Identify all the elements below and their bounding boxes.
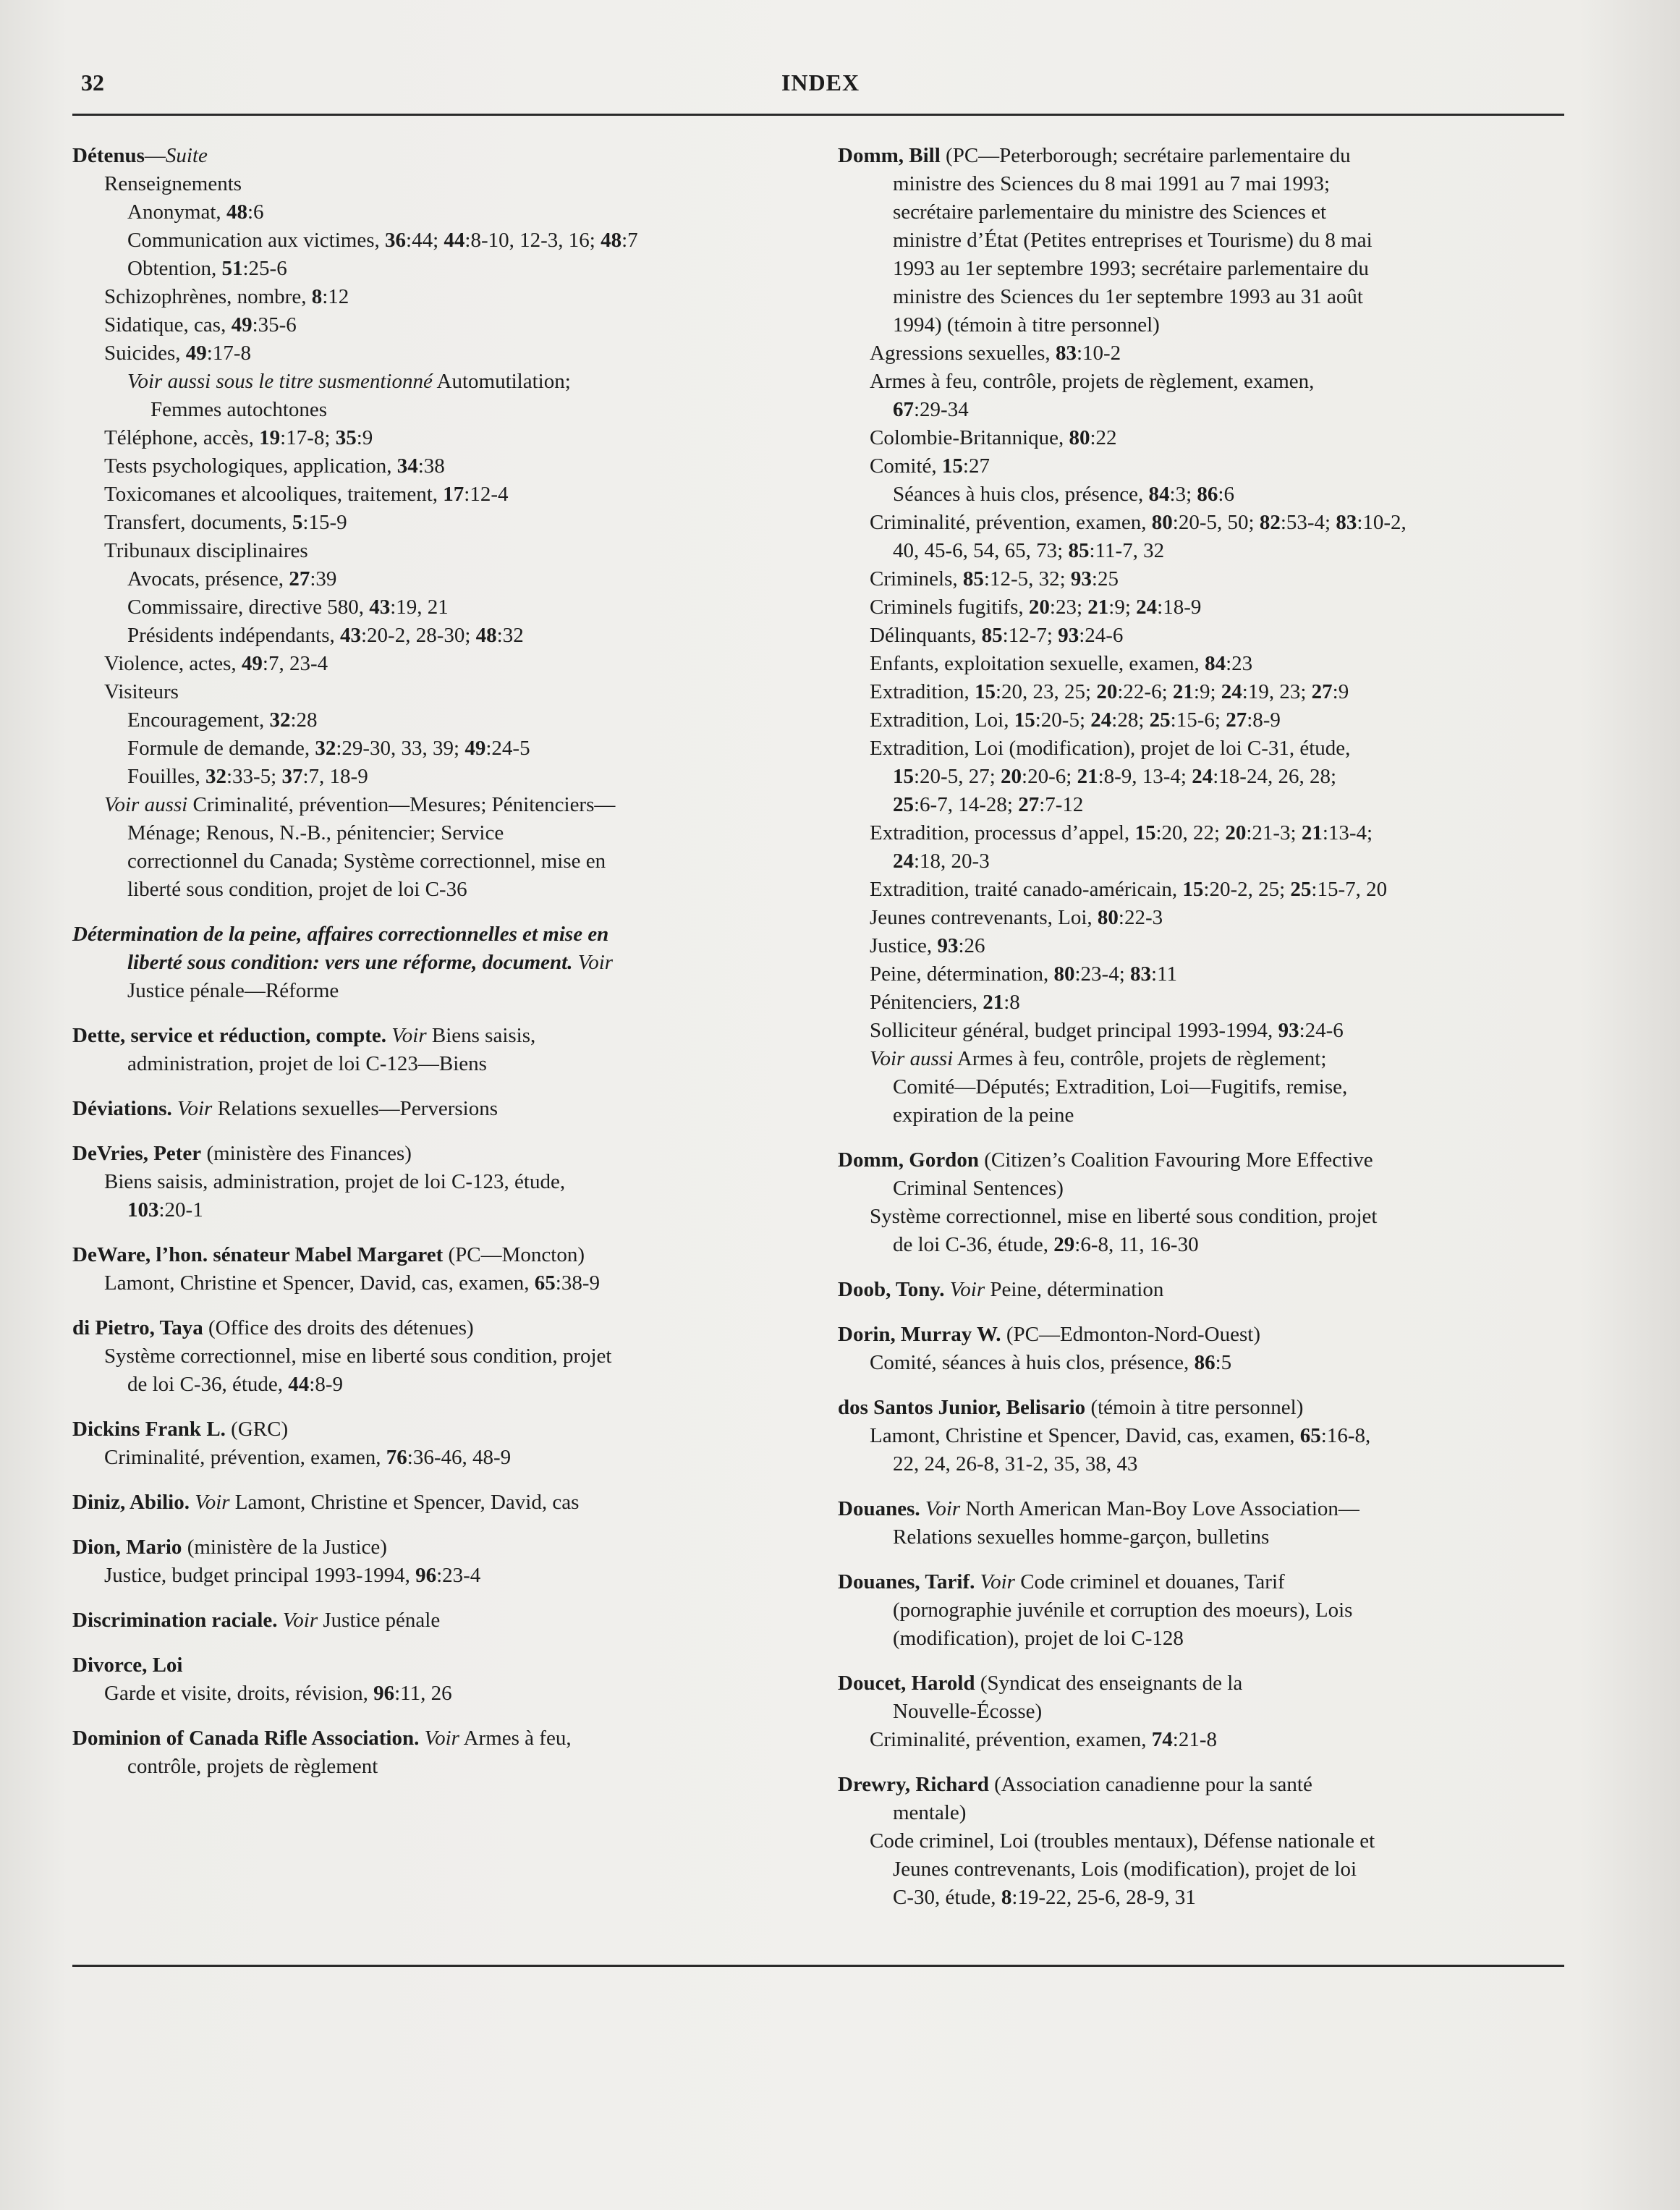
index-line: Criminal Sentences) <box>893 1177 1064 1200</box>
index-line: Dion, Mario (ministère de la Justice) <box>72 1536 387 1559</box>
index-line: Garde et visite, droits, révision, 96:11, 26 <box>104 1682 452 1705</box>
left-column <box>72 142 803 1781</box>
index-line: Extradition, 15:20, 23, 25; 20:22-6; 21:9; 24:19, 23; 27:9 <box>870 680 1349 703</box>
index-line: Schizophrènes, nombre, 8:12 <box>104 285 349 308</box>
index-line: 24:18, 20-3 <box>893 850 990 873</box>
index-line: liberté sous condition: vers une réforme, document. Voir <box>127 951 614 974</box>
index-line: Dorin, Murray W. (PC—Edmonton-Nord-Ouest) <box>838 1323 1260 1346</box>
index-line: Encouragement, 32:28 <box>127 708 318 732</box>
index-line: Délinquants, 85:12-7; 93:24-6 <box>870 624 1124 647</box>
index-entry <box>72 1095 803 1123</box>
index-line: Criminalité, prévention, examen, 76:36-46, 48-9 <box>104 1446 512 1469</box>
index-line: DeVries, Peter (ministère des Finances) <box>72 1142 412 1165</box>
index-line: Armes à feu, contrôle, projets de règlement, examen, <box>870 370 1315 393</box>
index-line: 40, 45-6, 54, 65, 73; 85:11-7, 32 <box>893 539 1165 562</box>
index-line: Voir aussi Armes à feu, contrôle, projets de règlement; <box>870 1047 1327 1070</box>
index-line: ministre d’État (Petites entreprises et Tourisme) du 8 mai <box>893 229 1373 252</box>
index-line: Peine, détermination, 80:23-4; 83:11 <box>870 962 1178 986</box>
index-line: Criminels, 85:12-5, 32; 93:25 <box>870 567 1119 590</box>
index-line: Renseignements <box>104 172 242 195</box>
index-line: liberté sous condition, projet de loi C-36 <box>127 878 467 901</box>
index-entry <box>838 1394 1566 1478</box>
index-line: Biens saisis, administration, projet de loi C-123, étude, <box>104 1170 566 1193</box>
index-entry <box>72 1651 803 1708</box>
index-line: Enfants, exploitation sexuelle, examen, 84:23 <box>870 652 1253 675</box>
index-line: Dickins Frank L. (GRC) <box>72 1418 289 1441</box>
index-line: Pénitenciers, 21:8 <box>870 991 1020 1014</box>
index-line: de loi C-36, étude, 44:8-9 <box>127 1373 344 1396</box>
index-entry <box>838 1568 1566 1653</box>
index-line: Comité, 15:27 <box>870 454 990 478</box>
index-line: 22, 24, 26-8, 31-2, 35, 38, 43 <box>893 1452 1138 1476</box>
index-line: Dette, service et réduction, compte. Voir Biens saisis, <box>72 1024 536 1047</box>
index-entry <box>838 1146 1566 1259</box>
index-entry <box>72 1314 803 1399</box>
index-line: (pornographie juvénile et corruption des moeurs), Lois <box>893 1599 1353 1622</box>
index-line: Comité—Députés; Extradition, Loi—Fugitifs, remise, <box>893 1075 1348 1098</box>
index-line: Code criminel, Loi (troubles mentaux), Défense nationale et <box>870 1829 1375 1853</box>
index-entry <box>72 1606 803 1635</box>
index-line: dos Santos Junior, Belisario (témoin à titre personnel) <box>838 1396 1304 1419</box>
index-line: Diniz, Abilio. Voir Lamont, Christine et Spencer, David, cas <box>72 1491 580 1514</box>
index-line: Système correctionnel, mise en liberté sous condition, projet <box>104 1345 612 1368</box>
index-line: Criminalité, prévention, examen, 74:21-8 <box>870 1728 1217 1751</box>
index-line: Justice, 93:26 <box>870 934 985 957</box>
right-column <box>838 142 1566 1912</box>
index-line: Tribunaux disciplinaires <box>104 539 308 562</box>
index-line: Agressions sexuelles, 83:10-2 <box>870 342 1121 365</box>
index-line: Obtention, 51:25-6 <box>127 257 287 280</box>
page-number: 32 <box>81 69 104 96</box>
index-line: Solliciteur général, budget principal 1993-1994, 93:24-6 <box>870 1019 1344 1042</box>
index-line: Visiteurs <box>104 680 179 703</box>
index-line: Téléphone, accès, 19:17-8; 35:9 <box>104 426 373 449</box>
index-line: Transfert, documents, 5:15-9 <box>104 511 347 534</box>
index-line: 1994) (témoin à titre personnel) <box>893 313 1160 336</box>
index-line: Voir aussi sous le titre susmentionné Automutilation; <box>127 370 571 393</box>
index-line: Nouvelle-Écosse) <box>893 1700 1043 1723</box>
index-line: Doob, Tony. Voir Peine, détermination <box>838 1278 1164 1301</box>
index-entry <box>72 1022 803 1078</box>
index-line: Justice pénale—Réforme <box>127 979 339 1002</box>
index-entry <box>838 1669 1566 1754</box>
index-line: Présidents indépendants, 43:20-2, 28-30; 48:32 <box>127 624 524 647</box>
index-line: Déviations. Voir Relations sexuelles—Perversions <box>72 1097 499 1120</box>
index-line: Extradition, processus d’appel, 15:20, 22; 20:21-3; 21:13-4; <box>870 821 1373 844</box>
index-line: Formule de demande, 32:29-30, 33, 39; 49:24-5 <box>127 737 530 760</box>
index-line: de loi C-36, étude, 29:6-8, 11, 16-30 <box>893 1233 1199 1256</box>
index-line: contrôle, projets de règlement <box>127 1755 378 1778</box>
index-line: Extradition, traité canado-américain, 15:20-2, 25; 25:15-7, 20 <box>870 878 1388 901</box>
index-entry <box>72 142 803 904</box>
header-rule <box>72 114 1564 116</box>
index-entry <box>72 920 803 1005</box>
index-entry <box>838 1321 1566 1377</box>
index-line: Discrimination raciale. Voir Justice pénale <box>72 1609 441 1632</box>
index-line: Voir aussi Criminalité, prévention—Mesures; Pénitenciers— <box>104 793 616 816</box>
index-line: Système correctionnel, mise en liberté sous condition, projet <box>870 1205 1378 1228</box>
index-line: administration, projet de loi C-123—Biens <box>127 1052 487 1075</box>
index-line: correctionnel du Canada; Système correctionnel, mise en <box>127 850 606 873</box>
index-line: Tests psychologiques, application, 34:38 <box>104 454 445 478</box>
footer-rule <box>72 1965 1564 1967</box>
index-entry <box>838 142 1566 1130</box>
index-line: 15:20-5, 27; 20:20-6; 21:8-9, 13-4; 24:18-24, 26, 28; <box>893 765 1337 788</box>
index-line: Domm, Gordon (Citizen’s Coalition Favouring More Effective <box>838 1148 1373 1172</box>
index-line: Domm, Bill (PC—Peterborough; secrétaire parlementaire du <box>838 144 1351 167</box>
index-line: expiration de la peine <box>893 1104 1074 1127</box>
index-line: Doucet, Harold (Syndicat des enseignants de la <box>838 1672 1243 1695</box>
index-line: Dominion of Canada Rifle Association. Voir Armes à feu, <box>72 1727 572 1750</box>
index-entry <box>72 1140 803 1224</box>
index-line: 25:6-7, 14-28; 27:7-12 <box>893 793 1084 816</box>
index-line: Jeunes contrevenants, Lois (modification), projet de loi <box>893 1858 1357 1881</box>
index-line: di Pietro, Taya (Office des droits des détenues) <box>72 1316 474 1339</box>
index-line: Lamont, Christine et Spencer, David, cas, examen, 65:38-9 <box>104 1271 600 1295</box>
index-line: Lamont, Christine et Spencer, David, cas, examen, 65:16-8, <box>870 1424 1371 1447</box>
index-line: Anonymat, 48:6 <box>127 200 264 224</box>
page-title: INDEX <box>781 69 860 96</box>
index-line: Communication aux victimes, 36:44; 44:8-10, 12-3, 16; 48:7 <box>127 229 638 252</box>
index-line: 103:20-1 <box>127 1198 203 1222</box>
index-line: mentale) <box>893 1801 967 1824</box>
index-line: Fouilles, 32:33-5; 37:7, 18-9 <box>127 765 368 788</box>
index-line: Extradition, Loi, 15:20-5; 24:28; 25:15-6; 27:8-9 <box>870 708 1281 732</box>
index-line: 67:29-34 <box>893 398 969 421</box>
index-line: Sidatique, cas, 49:35-6 <box>104 313 297 336</box>
index-entry <box>72 1241 803 1297</box>
index-entry <box>72 1533 803 1590</box>
index-line: Criminalité, prévention, examen, 80:20-5, 50; 82:53-4; 83:10-2, <box>870 511 1407 534</box>
page-header <box>77 67 1564 117</box>
index-line: Avocats, présence, 27:39 <box>127 567 337 590</box>
index-entry <box>72 1724 803 1781</box>
index-line: C-30, étude, 8:19-22, 25-6, 28-9, 31 <box>893 1886 1196 1909</box>
index-line: Divorce, Loi <box>72 1654 183 1677</box>
index-line: secrétaire parlementaire du ministre des Sciences et <box>893 200 1327 224</box>
index-line: Détenus—Suite <box>72 144 208 167</box>
index-line: Jeunes contrevenants, Loi, 80:22-3 <box>870 906 1163 929</box>
index-line: ministre des Sciences du 8 mai 1991 au 7 mai 1993; <box>893 172 1331 195</box>
index-line: Femmes autochtones <box>150 398 328 421</box>
index-line: Commissaire, directive 580, 43:19, 21 <box>127 596 449 619</box>
index-line: Détermination de la peine, affaires correctionnelles et mise en <box>72 923 609 946</box>
index-entry <box>838 1495 1566 1551</box>
index-line: Relations sexuelles homme-garçon, bulletins <box>893 1525 1270 1549</box>
index-line: Douanes. Voir North American Man-Boy Love Association— <box>838 1497 1359 1520</box>
index-line: Suicides, 49:17-8 <box>104 342 251 365</box>
index-line: ministre des Sciences du 1er septembre 1993 au 31 août <box>893 285 1363 308</box>
index-line: Colombie-Britannique, 80:22 <box>870 426 1117 449</box>
index-line: Ménage; Renous, N.-B., pénitencier; Service <box>127 821 504 844</box>
index-line: 1993 au 1er septembre 1993; secrétaire parlementaire du <box>893 257 1369 280</box>
index-entry <box>838 1276 1566 1304</box>
index-line: Comité, séances à huis clos, présence, 86:5 <box>870 1351 1232 1374</box>
index-line: Extradition, Loi (modification), projet de loi C-31, étude, <box>870 737 1351 760</box>
index-line: Douanes, Tarif. Voir Code criminel et douanes, Tarif <box>838 1570 1285 1593</box>
index-entry <box>72 1415 803 1472</box>
index-line: Violence, actes, 49:7, 23-4 <box>104 652 328 675</box>
index-line: Drewry, Richard (Association canadienne pour la santé <box>838 1773 1312 1796</box>
index-line: (modification), projet de loi C-128 <box>893 1627 1184 1650</box>
index-line: Criminels fugitifs, 20:23; 21:9; 24:18-9 <box>870 596 1202 619</box>
index-line: Séances à huis clos, présence, 84:3; 86:6 <box>893 483 1234 506</box>
index-line: DeWare, l’hon. sénateur Mabel Margaret (PC—Moncton) <box>72 1243 585 1266</box>
index-entry <box>72 1489 803 1517</box>
index-line: Justice, budget principal 1993-1994, 96:23-4 <box>104 1564 481 1587</box>
index-entry <box>838 1771 1566 1912</box>
index-line: Toxicomanes et alcooliques, traitement, 17:12-4 <box>104 483 509 506</box>
